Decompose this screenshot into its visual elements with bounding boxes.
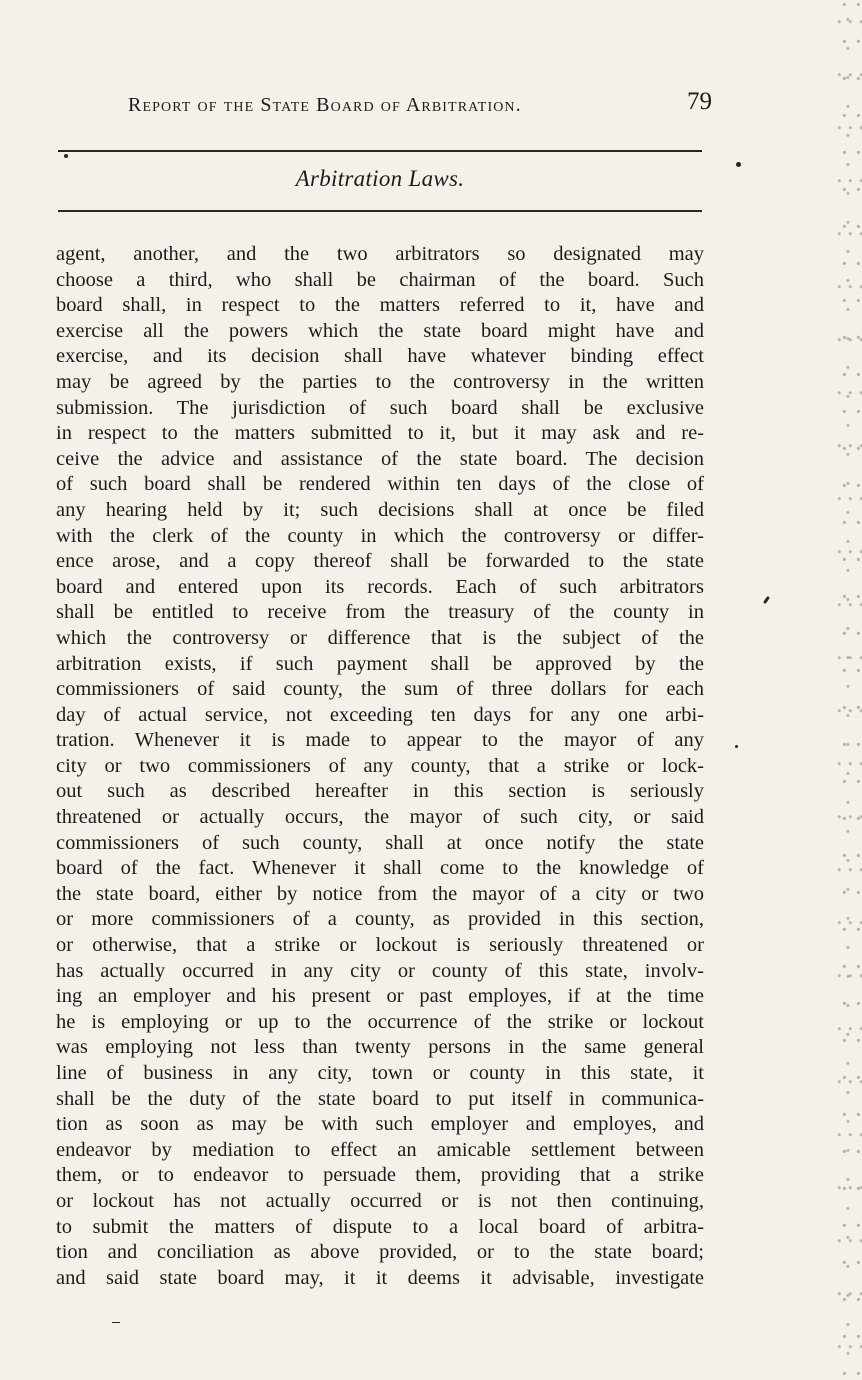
body-line: board shall, in respect to the matters referred to it, have and [56, 294, 704, 317]
ink-speck [763, 596, 770, 604]
body-line: board and entered upon its records. Each of such arbitrators [56, 575, 704, 598]
body-line: commissioners of such county, shall at once notify the state [56, 831, 704, 854]
ink-speck [735, 745, 738, 748]
body-line: ceive the advice and assistance of the state board. The decision [56, 447, 704, 470]
page-number: 79 [687, 88, 712, 115]
running-title: Report of the State Board of Arbitration. [128, 94, 522, 116]
body-line: city or two commissioners of any county, that a strike or lock- [56, 754, 704, 777]
body-line: tration. Whenever it is made to appear to the mayor of any [56, 729, 704, 752]
page-edge-texture [836, 0, 862, 1380]
body-line: of such board shall be rendered within ten days of the close of [56, 473, 704, 496]
ink-speck [736, 162, 741, 167]
body-line: may be agreed by the parties to the controversy in the written [56, 370, 704, 393]
body-line: to submit the matters of dispute to a local board of arbitra- [56, 1215, 704, 1238]
body-line: he is employing or up to the occurrence of the strike or lockout [56, 1010, 704, 1033]
body-line: board of the fact. Whenever it shall come to the knowledge of [56, 857, 704, 880]
body-line: was employing not less than twenty persons in the same general [56, 1036, 704, 1059]
bottom-rule [58, 210, 702, 212]
body-line: them, or to endeavor to persuade them, providing that a strike [56, 1164, 704, 1187]
body-line: submission. The jurisdiction of such board shall be exclusive [56, 396, 704, 419]
body-line: in respect to the matters submitted to it, but it may ask and re- [56, 422, 704, 445]
running-head [120, 86, 712, 122]
body-line: the state board, either by notice from the mayor of a city or two [56, 882, 704, 905]
body-line: has actually occurred in any city or county of this state, involv- [56, 959, 704, 982]
body-line: shall be the duty of the state board to put itself in communica- [56, 1087, 704, 1110]
body-line: tion and conciliation as above provided, or to the state board; [56, 1241, 704, 1264]
ink-speck [64, 154, 68, 158]
body-line: line of business in any city, town or county in this state, it [56, 1062, 704, 1084]
body-line: ence arose, and a copy thereof shall be forwarded to the state [56, 550, 704, 573]
body-line: exercise all the powers which the state board might have and [56, 319, 704, 342]
body-line: ing an employer and his present or past employes, if at the time [56, 985, 704, 1008]
body-line: arbitration exists, if such payment shall be approved by the [56, 652, 704, 675]
body-line: choose a third, who shall be chairman of the board. Such [56, 268, 704, 291]
body-line: shall be entitled to receive from the treasury of the county in [56, 601, 704, 624]
body-line: threatened or actually occurs, the mayor of such city, or said [56, 806, 704, 829]
body-line: or more commissioners of a county, as provided in this section, [56, 908, 704, 931]
body-line: any hearing held by it; such decisions shall at once be filed [56, 498, 704, 521]
body-line: day of actual service, not exceeding ten days for any one arbi- [56, 703, 704, 726]
body-text [56, 242, 704, 1291]
body-line: exercise, and its decision shall have whatever binding effect [56, 345, 704, 368]
body-line: endeavor by mediation to effect an amicable settlement between [56, 1138, 704, 1161]
body-line: and said state board may, it it deems it advisable, investigate [56, 1266, 704, 1289]
body-line: with the clerk of the county in which the controversy or differ- [56, 524, 704, 547]
body-line: commissioners of said county, the sum of three dollars for each [56, 678, 704, 701]
body-line: tion as soon as may be with such employer and employes, and [56, 1113, 704, 1136]
body-line: which the controversy or difference that is the subject of the [56, 626, 704, 649]
body-line: or otherwise, that a strike or lockout is seriously threatened or [56, 934, 704, 957]
top-rule [58, 150, 702, 152]
body-line: or lockout has not actually occurred or is not then continuing, [56, 1189, 704, 1212]
section-title: Arbitration Laws. [295, 166, 465, 191]
body-line: agent, another, and the two arbitrators so designated may [56, 243, 704, 265]
ink-speck [112, 1322, 120, 1323]
body-line: out such as described hereafter in this section is seriously [56, 780, 704, 803]
